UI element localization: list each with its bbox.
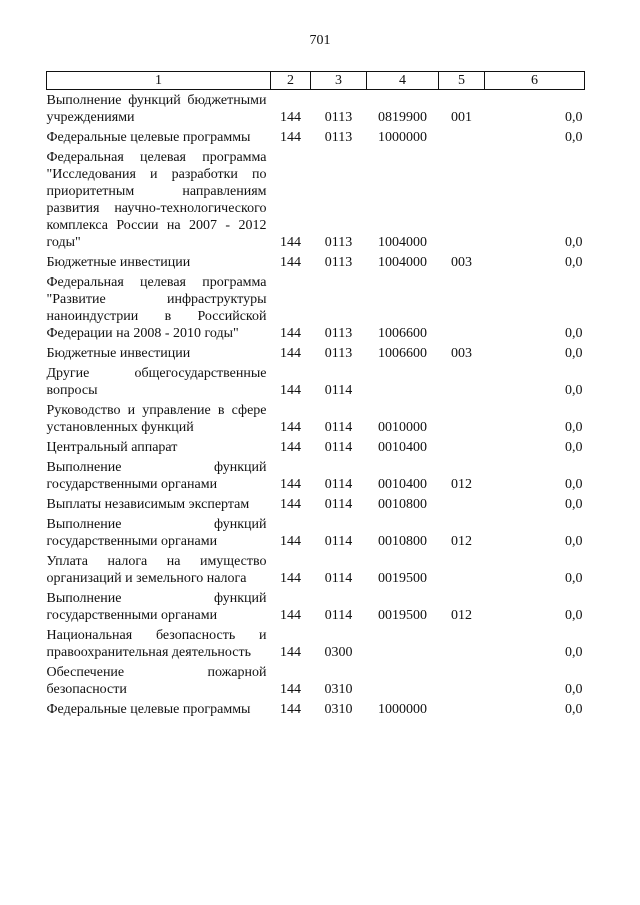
row-expense-kind <box>439 439 485 459</box>
row-article-code <box>367 365 439 402</box>
row-section-code: 0113 <box>324 255 353 270</box>
row-article-code: 1004000 <box>378 255 427 270</box>
row-amount: 0,0 <box>565 497 583 512</box>
row-article-code: 1000000 <box>378 702 427 717</box>
row-section-code: 0114 <box>324 497 353 512</box>
row-name: Национальная безопасность и правоохранительная деятельность <box>46 628 267 660</box>
row-section-code: 0113 <box>324 110 353 125</box>
row-amount: 0,0 <box>565 702 583 717</box>
table-row <box>47 496 585 516</box>
row-amount: 0,0 <box>565 326 583 341</box>
row-amount: 0,0 <box>565 255 583 270</box>
row-section-code: 0114 <box>324 608 353 623</box>
table-row <box>47 274 585 345</box>
row-amount: 0,0 <box>565 571 583 586</box>
row-section-code: 0113 <box>324 130 353 145</box>
row-article-code: 0010400 <box>378 477 427 492</box>
row-amount: 0,0 <box>565 110 583 125</box>
table-row <box>47 516 585 553</box>
row-name: Руководство и управление в сфере установленных функций <box>46 403 267 435</box>
row-admin-code: 144 <box>280 608 301 623</box>
row-amount: 0,0 <box>565 682 583 697</box>
row-expense-kind: 003 <box>451 346 472 361</box>
row-article-code <box>367 627 439 664</box>
row-name: Выполнение функций государственными органами <box>46 517 267 549</box>
row-admin-code: 144 <box>280 682 301 697</box>
row-name: Уплата налога на имущество организаций и земельного налога <box>46 554 267 586</box>
row-name: Центральный аппарат <box>46 440 178 455</box>
row-expense-kind <box>439 701 485 721</box>
row-amount: 0,0 <box>565 130 583 145</box>
row-name: Выполнение функций государственными органами <box>46 591 267 623</box>
row-name: Федеральная целевая программа "Развитие инфраструктуры наноиндустрии в Российской Федерации на 2008 - 2010 годы" <box>46 275 267 341</box>
row-expense-kind: 003 <box>451 255 472 270</box>
row-admin-code: 144 <box>280 497 301 512</box>
row-name: Выполнение функций государственными органами <box>46 460 267 492</box>
table-row <box>47 149 585 254</box>
row-admin-code: 144 <box>280 702 301 717</box>
table-row <box>47 129 585 149</box>
row-section-code: 0300 <box>324 645 353 660</box>
row-expense-kind <box>439 365 485 402</box>
column-header: 5 <box>439 72 485 90</box>
row-admin-code: 144 <box>280 235 301 250</box>
row-amount: 0,0 <box>565 346 583 361</box>
row-article-code: 0019500 <box>378 608 427 623</box>
row-expense-kind <box>439 149 485 254</box>
table-row <box>47 439 585 459</box>
row-amount: 0,0 <box>565 608 583 623</box>
row-article-code: 0010800 <box>378 534 427 549</box>
row-article-code: 0019500 <box>378 571 427 586</box>
table-row <box>47 345 585 365</box>
row-amount: 0,0 <box>565 440 583 455</box>
row-section-code: 0113 <box>324 326 353 341</box>
row-expense-kind: 001 <box>451 110 472 125</box>
row-admin-code: 144 <box>280 110 301 125</box>
row-amount: 0,0 <box>565 420 583 435</box>
table-body <box>47 90 585 722</box>
row-section-code: 0310 <box>324 682 353 697</box>
table-row <box>47 627 585 664</box>
table-header-row <box>47 72 585 90</box>
row-expense-kind <box>439 402 485 439</box>
column-header: 4 <box>367 72 439 90</box>
row-name: Федеральные целевые программы <box>46 702 251 717</box>
column-header: 2 <box>271 72 311 90</box>
row-section-code: 0114 <box>324 571 353 586</box>
row-article-code: 0010800 <box>378 497 427 512</box>
table-row <box>47 90 585 130</box>
row-admin-code: 144 <box>280 420 301 435</box>
row-expense-kind <box>439 627 485 664</box>
row-amount: 0,0 <box>565 477 583 492</box>
row-article-code: 1000000 <box>378 130 427 145</box>
row-section-code: 0310 <box>324 702 353 717</box>
row-name: Обеспечение пожарной безопасности <box>46 665 267 697</box>
table-row <box>47 664 585 701</box>
table-row <box>47 459 585 496</box>
row-amount: 0,0 <box>565 235 583 250</box>
row-section-code: 0113 <box>324 235 353 250</box>
table-row <box>47 590 585 627</box>
row-admin-code: 144 <box>280 571 301 586</box>
row-article-code: 0010000 <box>378 420 427 435</box>
table-row <box>47 701 585 721</box>
row-expense-kind: 012 <box>451 477 472 492</box>
row-amount: 0,0 <box>565 383 583 398</box>
row-article-code: 1006600 <box>378 346 427 361</box>
row-article-code: 1004000 <box>378 235 427 250</box>
row-name: Другие общегосударственные вопросы <box>46 366 267 398</box>
row-amount: 0,0 <box>565 534 583 549</box>
column-header: 3 <box>311 72 367 90</box>
row-expense-kind: 012 <box>451 534 472 549</box>
row-admin-code: 144 <box>280 255 301 270</box>
column-header: 1 <box>47 72 271 90</box>
row-article-code <box>367 664 439 701</box>
row-admin-code: 144 <box>280 346 301 361</box>
row-admin-code: 144 <box>280 477 301 492</box>
row-admin-code: 144 <box>280 383 301 398</box>
row-expense-kind <box>439 274 485 345</box>
row-article-code: 1006600 <box>378 326 427 341</box>
row-name: Бюджетные инвестиции <box>46 346 191 361</box>
row-name: Бюджетные инвестиции <box>46 255 191 270</box>
page-number: 701 <box>309 33 331 48</box>
row-section-code: 0114 <box>324 440 353 455</box>
row-admin-code: 144 <box>280 326 301 341</box>
row-name: Федеральные целевые программы <box>46 130 251 145</box>
row-section-code: 0114 <box>324 420 353 435</box>
row-expense-kind <box>439 129 485 149</box>
table-row <box>47 553 585 590</box>
row-article-code: 0010400 <box>378 440 427 455</box>
budget-table <box>46 71 585 721</box>
table-row <box>47 254 585 274</box>
row-name: Федеральная целевая программа "Исследования и разработки по приоритетным направлениям развития научно-технологического комплекса России на 2007 - 2012 годы" <box>46 150 267 250</box>
row-admin-code: 144 <box>280 440 301 455</box>
row-admin-code: 144 <box>280 534 301 549</box>
row-name: Выполнение функций бюджетными учреждениями <box>46 93 267 125</box>
row-admin-code: 144 <box>280 130 301 145</box>
row-expense-kind <box>439 553 485 590</box>
table-row <box>47 402 585 439</box>
row-expense-kind <box>439 496 485 516</box>
row-amount: 0,0 <box>565 645 583 660</box>
row-name: Выплаты независимым экспертам <box>46 497 250 512</box>
row-article-code: 0819900 <box>378 110 427 125</box>
row-section-code: 0114 <box>324 383 353 398</box>
row-section-code: 0113 <box>324 346 353 361</box>
row-section-code: 0114 <box>324 534 353 549</box>
row-admin-code: 144 <box>280 645 301 660</box>
column-header: 6 <box>485 72 585 90</box>
table-row <box>47 365 585 402</box>
row-expense-kind <box>439 664 485 701</box>
row-section-code: 0114 <box>324 477 353 492</box>
row-expense-kind: 012 <box>451 608 472 623</box>
